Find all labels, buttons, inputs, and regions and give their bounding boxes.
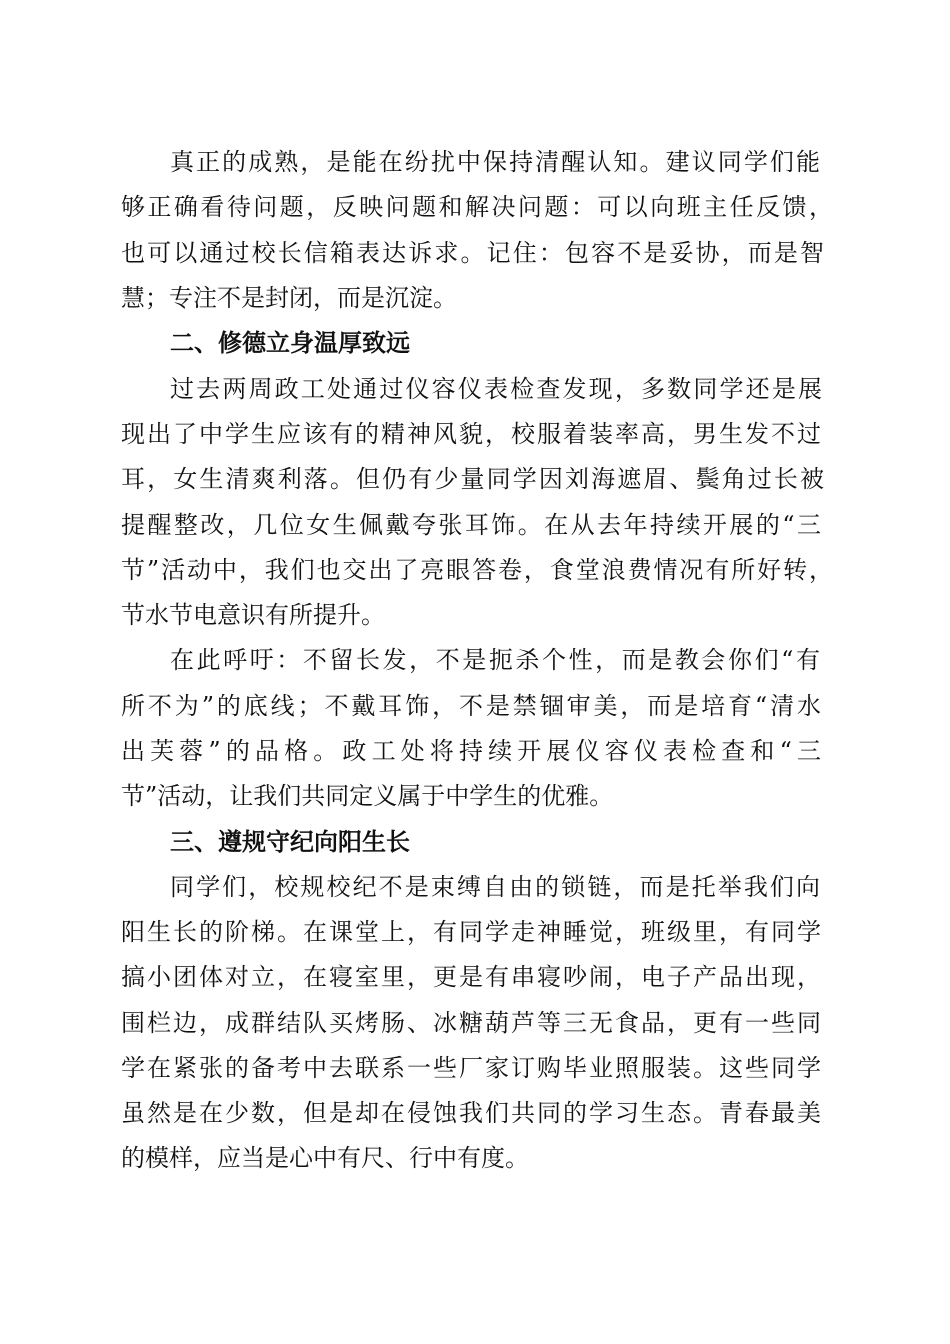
paragraph-4-line-5: 学在紧张的备考中去联系一些厂家订购毕业照服装。这些同学 [121,1054,821,1082]
paragraph-2-line-1: 过去两周政工处通过仪容仪表检查发现，多数同学还是展 [170,375,822,403]
paragraph-1-line-3: 也可以通过校长信箱表达诉求。记住：包容不是妥协，而是智 [121,239,824,267]
paragraph-2-line-4: 提醒整改，几位女生佩戴夸张耳饰。在从去年持续开展的“三 [121,511,821,539]
paragraph-1-line-2: 够正确看待问题，反映问题和解决问题：可以向班主任反馈， [121,193,833,221]
paragraph-2-line-3: 耳，女生清爽利落。但仍有少量同学因刘海遮眉、鬓角过长被 [121,465,824,493]
paragraph-4-line-6: 虽然是在少数，但是却在侵蚀我们共同的学习生态。青春最美 [121,1099,821,1127]
paragraph-3-line-3: 出芙蓉”的品格。政工处将持续开展仪容仪表检查和“三 [121,737,821,765]
paragraph-2-line-5: 节”活动中，我们也交出了亮眼答卷，食堂浪费情况有所好转， [121,556,833,584]
paragraph-2-line-2: 现出了中学生应该有的精神风貌，校服着装率高，男生发不过 [121,420,821,448]
paragraph-4-line-4: 围栏边，成群结队买烤肠、冰糖葫芦等三无食品，更有一些同 [121,1009,821,1037]
paragraph-3-line-4: 节”活动，让我们共同定义属于中学生的优雅。 [121,782,614,810]
paragraph-4-line-3: 搞小团体对立，在寝室里，更是有串寝吵闹，电子产品出现， [121,963,821,991]
paragraph-3-line-1: 在此呼吁：不留长发，不是扼杀个性，而是教会你们“有 [170,646,820,674]
section-heading-2: 二、修德立身温厚致远 [170,329,410,357]
paragraph-4-line-1: 同学们，校规校纪不是束缚自由的锁链，而是托举我们向 [170,873,820,901]
paragraph-4-line-2: 阳生长的阶梯。在课堂上，有同学走神睡觉，班级里，有同学 [121,918,821,946]
section-heading-3: 三、遵规守纪向阳生长 [170,828,410,856]
paragraph-1-line-1: 真正的成熟，是能在纷扰中保持清醒认知。建议同学们能 [170,148,820,176]
paragraph-3-line-2: 所不为”的底线；不戴耳饰，不是禁锢审美，而是培育“清水 [121,692,821,720]
paragraph-4-line-7: 的模样，应当是心中有尺、行中有度。 [121,1144,529,1172]
paragraph-1-line-4: 慧；专注不是封闭，而是沉淀。 [121,284,457,312]
paragraph-2-line-6: 节水节电意识有所提升。 [121,601,385,629]
